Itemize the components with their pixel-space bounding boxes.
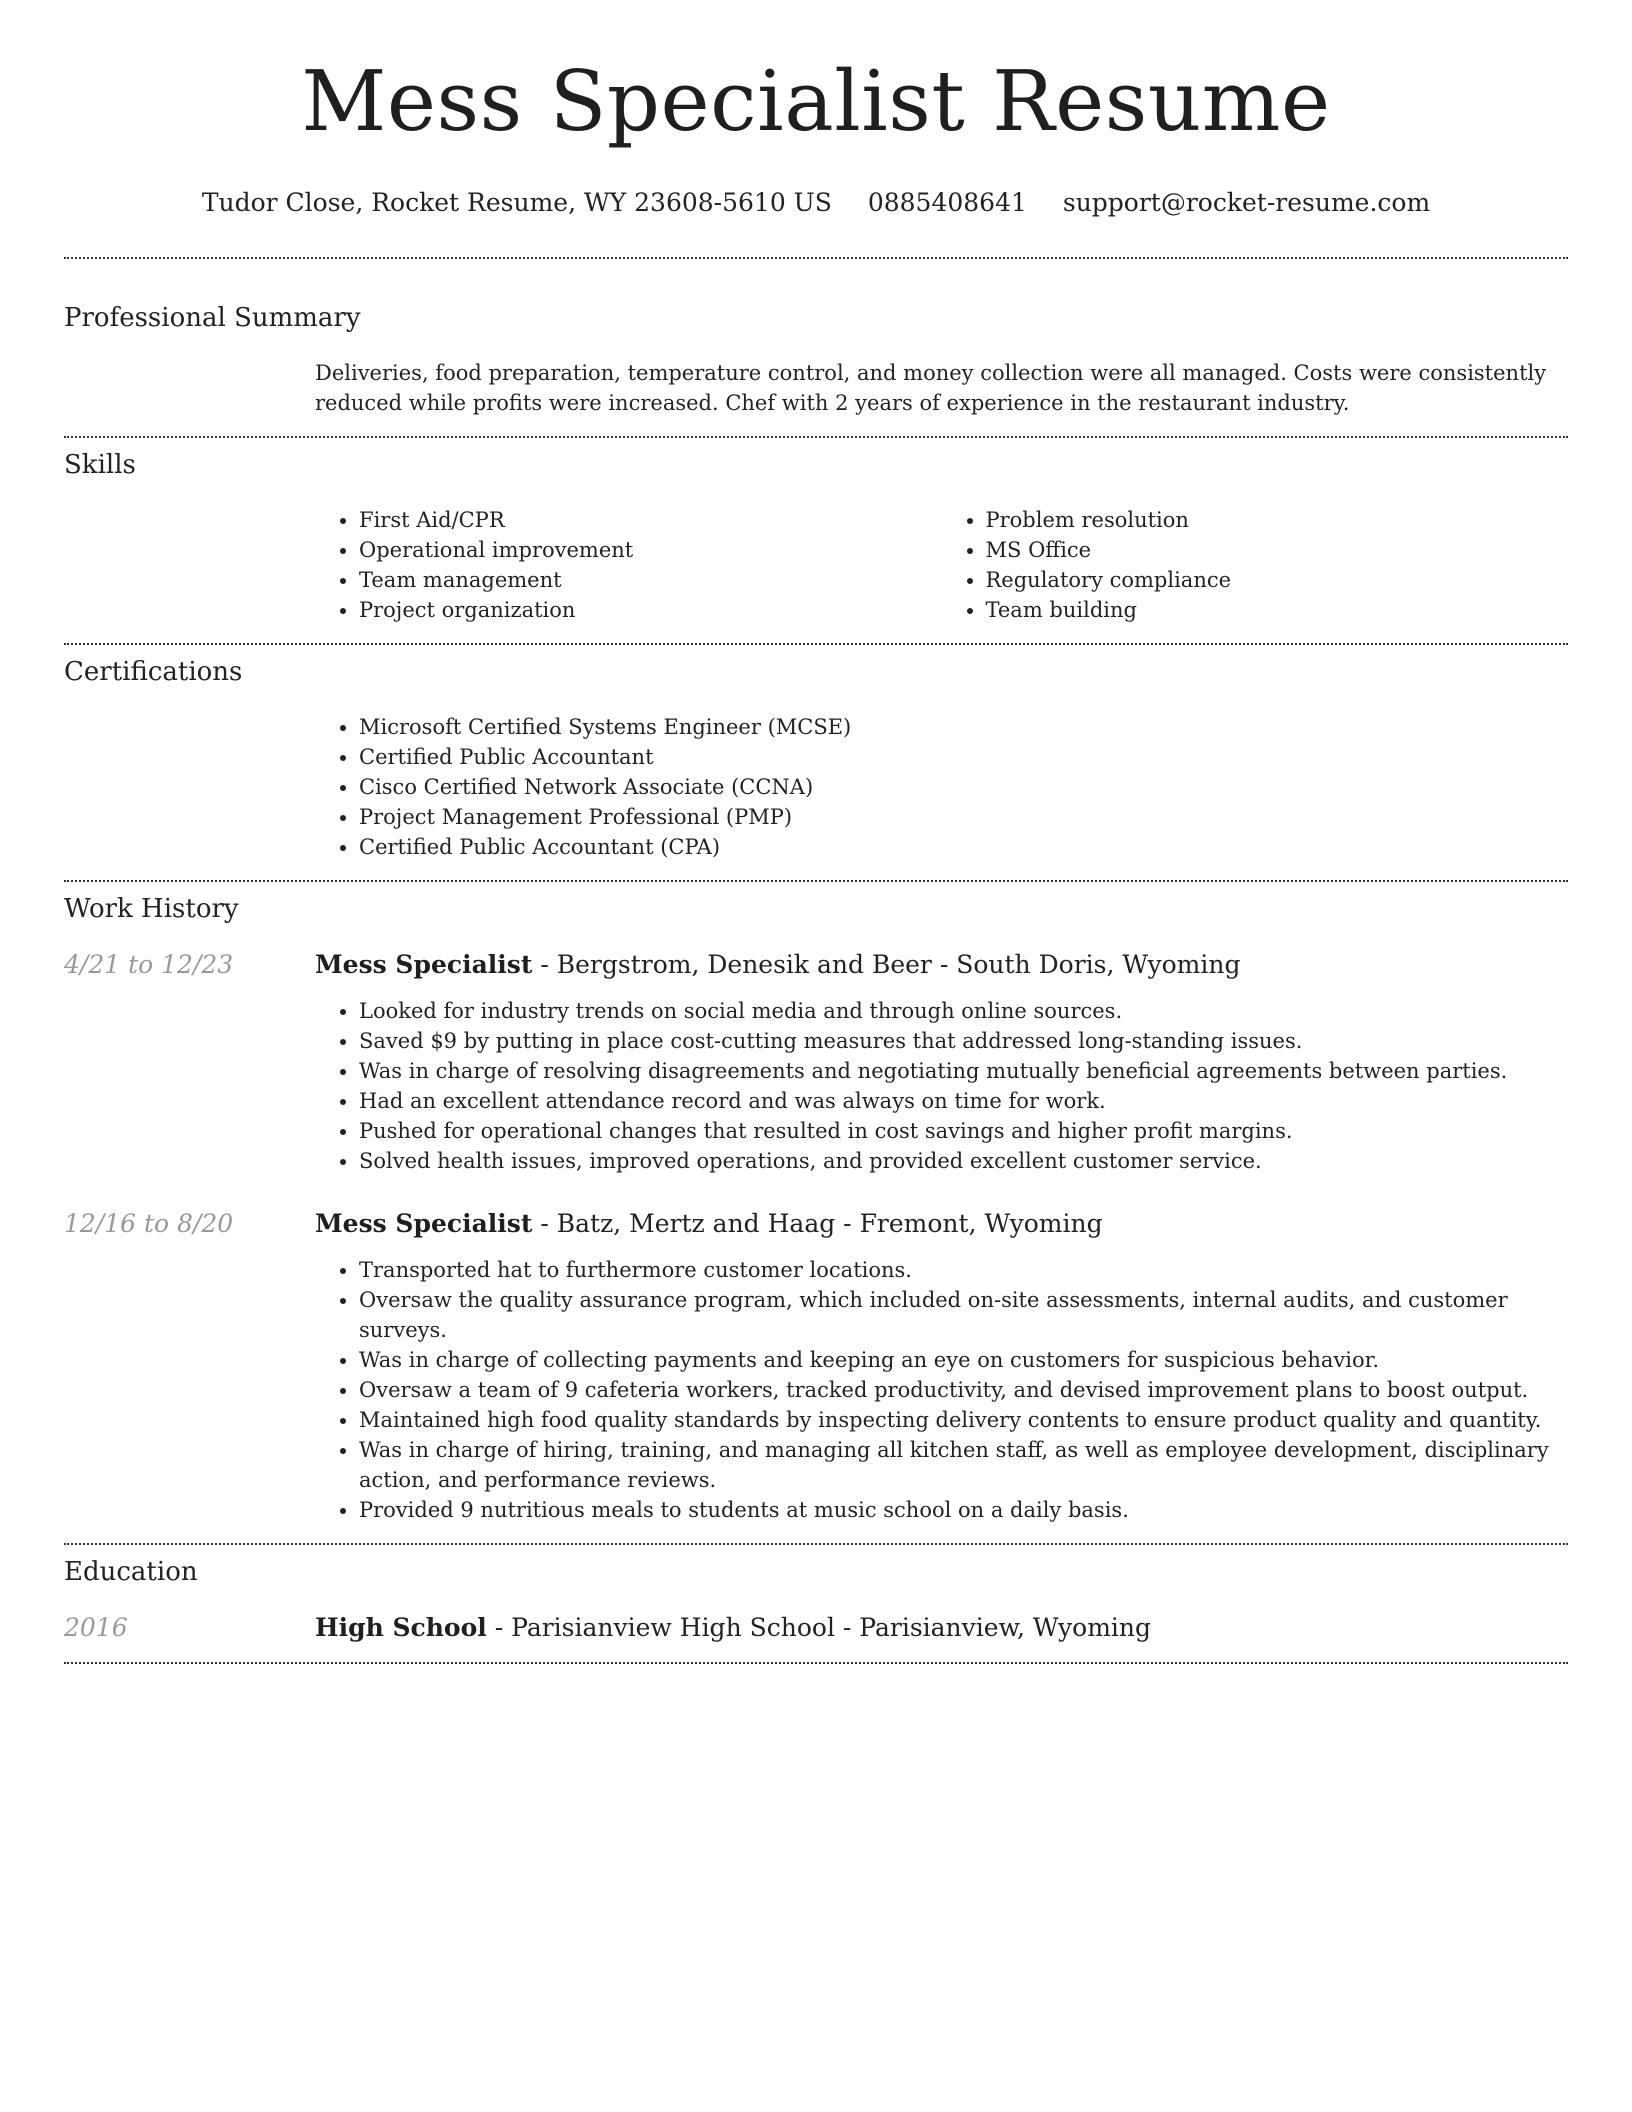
skill-item: • First Aid/CPR xyxy=(359,505,942,535)
job-bullet: • Was in charge of hiring, training, and managing all kitchen staff, as well as employee development, disciplinary action, and performance reviews. xyxy=(359,1435,1568,1495)
job-bullet: • Oversaw a team of 9 cafeteria workers, tracked productivity, and devised improvement plans to boost output. xyxy=(359,1375,1568,1405)
job-company-location: - Bergstrom, Denesik and Beer - South Doris, Wyoming xyxy=(532,950,1241,979)
skills-list-left xyxy=(315,505,942,625)
contact-line xyxy=(64,187,1568,219)
job-entry xyxy=(64,949,1568,1176)
certification-item: • Certified Public Accountant xyxy=(359,742,1568,772)
certifications-list xyxy=(315,712,1568,862)
education-entry xyxy=(64,1612,1568,1644)
section-heading-summary: Professional Summary xyxy=(64,303,361,333)
divider xyxy=(64,1543,1568,1545)
education-school-location: - Parisianview High School - Parisianview, Wyoming xyxy=(486,1613,1152,1642)
skills-list-right xyxy=(942,505,1569,625)
summary-section xyxy=(64,303,1568,418)
education-section xyxy=(64,1557,1568,1644)
job-bullet: • Provided 9 nutritious meals to students at music school on a daily basis. xyxy=(359,1495,1568,1525)
certification-item: • Certified Public Accountant (CPA) xyxy=(359,832,1568,862)
job-bullet: • Saved $9 by putting in place cost-cutting measures that addressed long-standing issues. xyxy=(359,1026,1568,1056)
certification-item: • Project Management Professional (PMP) xyxy=(359,802,1568,832)
job-role: Mess Specialist xyxy=(315,1209,533,1238)
summary-text: Deliveries, food preparation, temperature control, and money collection were all managed. Costs were consistently reduced while profits were increased. Chef with 2 years of experience in the restaurant industry. xyxy=(315,361,1547,415)
education-degree: High School xyxy=(315,1613,487,1642)
section-heading-certifications: Certifications xyxy=(64,657,243,687)
job-dates: 12/16 to 8/20 xyxy=(64,1209,234,1238)
resume-page xyxy=(64,0,1568,1664)
divider xyxy=(64,643,1568,645)
job-bullet-list xyxy=(315,1255,1568,1525)
job-bullet: • Oversaw the quality assurance program, which included on-site assessments, internal audits, and customer surveys. xyxy=(359,1285,1568,1345)
skill-item: • Team building xyxy=(986,595,1569,625)
skill-item: • Operational improvement xyxy=(359,535,942,565)
skill-item: • Team management xyxy=(359,565,942,595)
job-bullet: • Was in charge of collecting payments and keeping an eye on customers for suspicious behavior. xyxy=(359,1345,1568,1375)
job-company-location: - Batz, Mertz and Haag - Fremont, Wyoming xyxy=(532,1209,1103,1238)
certifications-section xyxy=(64,657,1568,862)
divider xyxy=(64,436,1568,438)
section-heading-skills: Skills xyxy=(64,450,136,480)
certifications-body xyxy=(315,712,1568,862)
job-heading xyxy=(315,1208,1568,1240)
skill-item: • Project organization xyxy=(359,595,942,625)
divider xyxy=(64,257,1568,259)
work-history-section xyxy=(64,894,1568,1525)
job-role: Mess Specialist xyxy=(315,950,533,979)
resume-title: Mess Specialist Resume xyxy=(301,53,1331,150)
job-bullet: • Maintained high food quality standards by inspecting delivery contents to ensure product quality and quantity. xyxy=(359,1405,1568,1435)
education-heading xyxy=(315,1612,1568,1644)
certification-item: • Cisco Certified Network Associate (CCNA) xyxy=(359,772,1568,802)
job-heading xyxy=(315,949,1568,981)
skills-section xyxy=(64,450,1568,625)
contact-phone: 0885408641 xyxy=(867,188,1027,217)
job-entry xyxy=(64,1208,1568,1525)
skill-item: • Problem resolution xyxy=(986,505,1569,535)
skills-columns xyxy=(315,505,1568,625)
job-bullet: • Was in charge of resolving disagreements and negotiating mutually beneficial agreements between parties. xyxy=(359,1056,1568,1086)
job-bullets xyxy=(315,1255,1568,1525)
contact-email: support@rocket-resume.com xyxy=(1062,188,1431,217)
job-bullet: • Had an excellent attendance record and was always on time for work. xyxy=(359,1086,1568,1116)
job-dates: 4/21 to 12/23 xyxy=(64,950,234,979)
certification-item: • Microsoft Certified Systems Engineer (MCSE) xyxy=(359,712,1568,742)
divider xyxy=(64,880,1568,882)
job-bullet: • Transported hat to furthermore customer locations. xyxy=(359,1255,1568,1285)
job-bullet: • Looked for industry trends on social media and through online sources. xyxy=(359,996,1568,1026)
divider xyxy=(64,1662,1568,1664)
section-heading-work-history: Work History xyxy=(64,894,239,924)
education-date: 2016 xyxy=(64,1613,128,1642)
section-heading-education: Education xyxy=(64,1557,198,1587)
job-bullet-list xyxy=(315,996,1568,1176)
contact-address: Tudor Close, Rocket Resume, WY 23608-5610 US xyxy=(201,188,832,217)
job-bullet: • Pushed for operational changes that resulted in cost savings and higher profit margins. xyxy=(359,1116,1568,1146)
job-bullet: • Solved health issues, improved operations, and provided excellent customer service. xyxy=(359,1146,1568,1176)
job-bullets xyxy=(315,996,1568,1176)
skill-item: • Regulatory compliance xyxy=(986,565,1569,595)
skill-item: • MS Office xyxy=(986,535,1569,565)
